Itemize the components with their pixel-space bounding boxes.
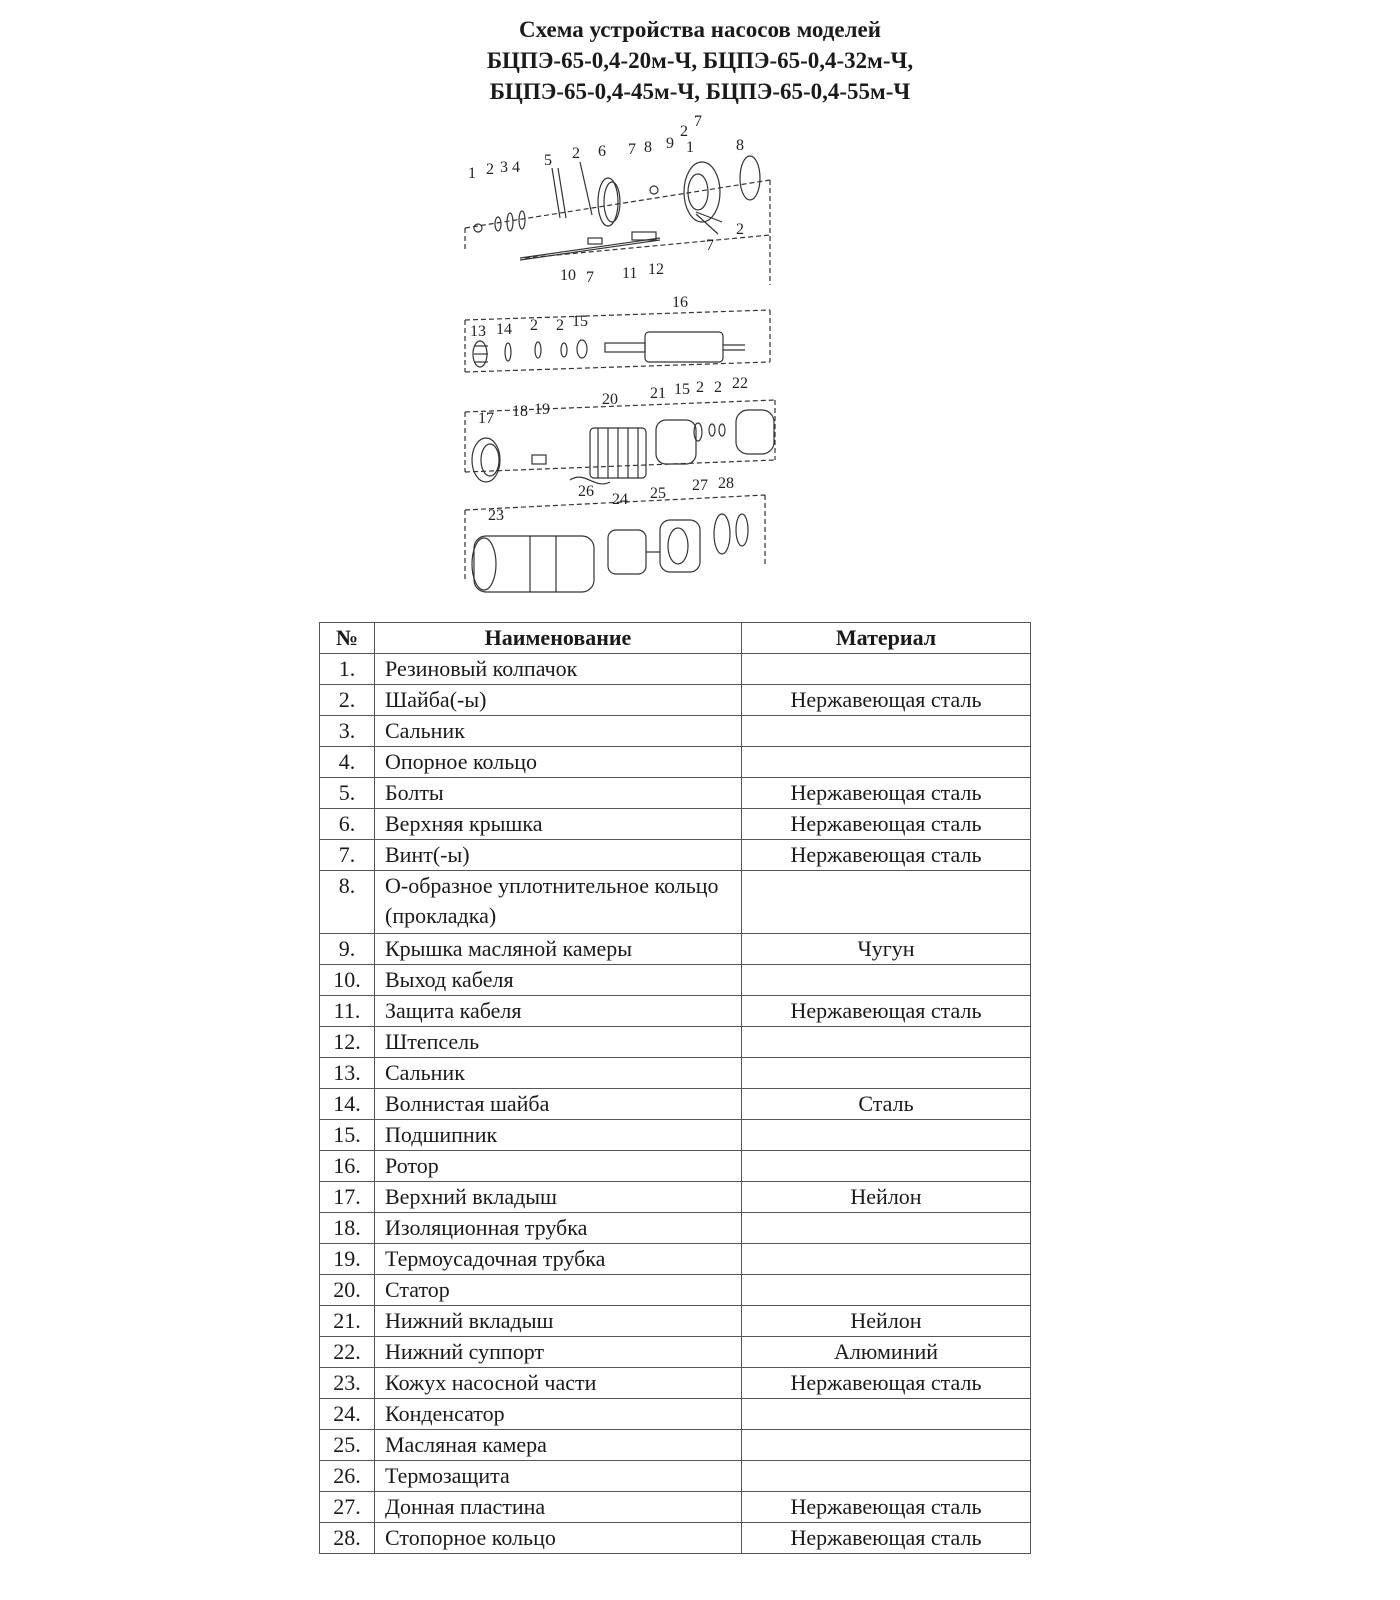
callout-label: 21 <box>650 385 666 402</box>
row-material: Нержавеющая сталь <box>742 778 1031 809</box>
callout-label: 18 <box>512 403 528 420</box>
table-row <box>320 1058 1031 1089</box>
callout-label: 17 <box>478 410 494 427</box>
table-row <box>320 1399 1031 1430</box>
row-name: Сальник <box>375 1058 742 1089</box>
row-name: Изоляционная трубка <box>375 1213 742 1244</box>
row-name: Нижний суппорт <box>375 1337 742 1368</box>
row-material: Нержавеющая сталь <box>742 685 1031 716</box>
header-number: № <box>320 623 375 654</box>
row-name: Донная пластина <box>375 1492 742 1523</box>
table-header-row <box>320 623 1031 654</box>
row-number: 11. <box>320 996 375 1027</box>
row-material <box>742 1151 1031 1182</box>
table-row <box>320 716 1031 747</box>
row-name: Ротор <box>375 1151 742 1182</box>
row-name: Резиновый колпачок <box>375 654 742 685</box>
table-row <box>320 1027 1031 1058</box>
table-row <box>320 1461 1031 1492</box>
row-name: Термозащита <box>375 1461 742 1492</box>
row-material <box>742 1430 1031 1461</box>
table-row <box>320 1182 1031 1213</box>
row-name: Стопорное кольцо <box>375 1523 742 1554</box>
callout-label: 13 <box>470 323 486 340</box>
callout-label: 2 <box>696 379 704 396</box>
row-name: Выход кабеля <box>375 965 742 996</box>
row-number: 21. <box>320 1306 375 1337</box>
table-row <box>320 654 1031 685</box>
table-row <box>320 965 1031 996</box>
header-material: Материал <box>742 623 1031 654</box>
callout-label: 2 <box>680 123 688 140</box>
row-number: 9. <box>320 934 375 965</box>
table-row <box>320 1523 1031 1554</box>
row-name: Подшипник <box>375 1120 742 1151</box>
row-name: Кожух насосной части <box>375 1368 742 1399</box>
row-material: Нейлон <box>742 1306 1031 1337</box>
row-material <box>742 965 1031 996</box>
row-material: Чугун <box>742 934 1031 965</box>
callout-label: 7 <box>694 113 702 130</box>
row-number: 27. <box>320 1492 375 1523</box>
table-row <box>320 1213 1031 1244</box>
row-name: Термоусадочная трубка <box>375 1244 742 1275</box>
row-material <box>742 1399 1031 1430</box>
exploded-pump-diagram <box>460 110 820 610</box>
callout-label: 7 <box>706 237 714 254</box>
row-number: 1. <box>320 654 375 685</box>
row-number: 20. <box>320 1275 375 1306</box>
callout-label: 16 <box>672 294 688 311</box>
row-number: 23. <box>320 1368 375 1399</box>
housing-parts-group <box>472 514 748 592</box>
row-number: 3. <box>320 716 375 747</box>
table-row <box>320 1120 1031 1151</box>
row-name: Волнистая шайба <box>375 1089 742 1120</box>
row-material <box>742 1244 1031 1275</box>
section-rotor-frame <box>465 310 770 372</box>
row-name: Масляная камера <box>375 1430 742 1461</box>
table-row <box>320 1151 1031 1182</box>
row-material <box>742 1213 1031 1244</box>
row-material <box>742 1027 1031 1058</box>
row-name: Винт(-ы) <box>375 840 742 871</box>
row-number: 28. <box>320 1523 375 1554</box>
document-title <box>0 14 1400 107</box>
diagram-svg <box>460 110 820 610</box>
row-name: Опорное кольцо <box>375 747 742 778</box>
row-material <box>742 1461 1031 1492</box>
callout-label: 3 <box>500 159 508 176</box>
title-line-3: БЦПЭ-65-0,4-45м-Ч, БЦПЭ-65-0,4-55м-Ч <box>489 79 911 104</box>
row-number: 6. <box>320 809 375 840</box>
table-row <box>320 871 1031 934</box>
callout-label: 28 <box>718 475 734 492</box>
row-material: Нержавеющая сталь <box>742 809 1031 840</box>
header-name: Наименование <box>375 623 742 654</box>
row-number: 26. <box>320 1461 375 1492</box>
row-name: Крышка масляной камеры <box>375 934 742 965</box>
callout-label: 15 <box>674 381 690 398</box>
parts-table <box>319 622 1031 1554</box>
callout-label: 8 <box>736 137 744 154</box>
callout-label: 15 <box>572 313 588 330</box>
row-name: Конденсатор <box>375 1399 742 1430</box>
callout-label: 7 <box>586 269 594 286</box>
callout-label: 26 <box>578 483 594 500</box>
table-row <box>320 1492 1031 1523</box>
row-number: 14. <box>320 1089 375 1120</box>
table-row <box>320 1244 1031 1275</box>
row-number: 15. <box>320 1120 375 1151</box>
callout-label: 14 <box>496 321 512 338</box>
row-material <box>742 1058 1031 1089</box>
callout-label: 2 <box>572 145 580 162</box>
row-number: 17. <box>320 1182 375 1213</box>
row-name: Статор <box>375 1275 742 1306</box>
callout-label: 22 <box>732 375 748 392</box>
title-line-2: БЦПЭ-65-0,4-20м-Ч, БЦПЭ-65-0,4-32м-Ч, <box>486 48 914 73</box>
callout-label: 11 <box>622 265 638 282</box>
row-material <box>742 1275 1031 1306</box>
stator-parts-group <box>472 410 774 484</box>
callout-label: 5 <box>544 152 552 169</box>
callout-label: 24 <box>612 491 628 508</box>
callout-label: 23 <box>488 507 504 524</box>
table-row <box>320 1337 1031 1368</box>
row-name: Штепсель <box>375 1027 742 1058</box>
row-material <box>742 654 1031 685</box>
row-material: Нержавеющая сталь <box>742 996 1031 1027</box>
callout-label: 10 <box>560 267 576 284</box>
row-number: 7. <box>320 840 375 871</box>
callout-label: 2 <box>736 221 744 238</box>
row-name: Верхний вкладыш <box>375 1182 742 1213</box>
row-number: 2. <box>320 685 375 716</box>
row-name: Сальник <box>375 716 742 747</box>
row-material: Нержавеющая сталь <box>742 840 1031 871</box>
callout-label: 12 <box>648 261 664 278</box>
callout-label: 4 <box>512 159 520 176</box>
row-number: 12. <box>320 1027 375 1058</box>
callout-label: 19 <box>534 401 550 418</box>
row-number: 16. <box>320 1151 375 1182</box>
row-material: Алюминий <box>742 1337 1031 1368</box>
row-material <box>742 716 1031 747</box>
row-number: 24. <box>320 1399 375 1430</box>
table-row <box>320 778 1031 809</box>
callout-label: 2 <box>530 317 538 334</box>
callout-label: 7 <box>628 141 636 158</box>
table-row <box>320 934 1031 965</box>
row-number: 8. <box>320 871 375 934</box>
row-number: 19. <box>320 1244 375 1275</box>
row-name: Нижний вкладыш <box>375 1306 742 1337</box>
row-number: 4. <box>320 747 375 778</box>
table-row <box>320 809 1031 840</box>
row-material: Нержавеющая сталь <box>742 1523 1031 1554</box>
callout-label: 25 <box>650 485 666 502</box>
row-number: 13. <box>320 1058 375 1089</box>
row-name: Верхняя крышка <box>375 809 742 840</box>
row-material: Нержавеющая сталь <box>742 1368 1031 1399</box>
row-number: 5. <box>320 778 375 809</box>
table-row <box>320 685 1031 716</box>
callout-label: 20 <box>602 391 618 408</box>
rotor-parts-group <box>473 332 745 367</box>
table-row <box>320 1430 1031 1461</box>
table-row <box>320 996 1031 1027</box>
row-material <box>742 871 1031 934</box>
row-name: О-образное уплотнительное кольцо (прокладка) <box>375 871 742 934</box>
table-row <box>320 1368 1031 1399</box>
row-name: Защита кабеля <box>375 996 742 1027</box>
row-number: 18. <box>320 1213 375 1244</box>
callout-label: 2 <box>714 379 722 396</box>
table-row <box>320 1306 1031 1337</box>
callout-label: 8 <box>644 139 652 156</box>
row-number: 22. <box>320 1337 375 1368</box>
callout-label: 9 <box>666 135 674 152</box>
table-row <box>320 1275 1031 1306</box>
row-number: 10. <box>320 965 375 996</box>
table-row <box>320 1089 1031 1120</box>
table-row <box>320 840 1031 871</box>
row-material: Сталь <box>742 1089 1031 1120</box>
row-material: Нейлон <box>742 1182 1031 1213</box>
row-number: 25. <box>320 1430 375 1461</box>
callout-label: 2 <box>556 317 564 334</box>
callout-label: 2 <box>486 161 494 178</box>
row-material: Нержавеющая сталь <box>742 1492 1031 1523</box>
table-row <box>320 747 1031 778</box>
row-material <box>742 747 1031 778</box>
row-name: Болты <box>375 778 742 809</box>
callout-label: 1 <box>468 165 476 182</box>
callout-label: 6 <box>598 143 606 160</box>
row-name: Шайба(-ы) <box>375 685 742 716</box>
row-material <box>742 1120 1031 1151</box>
title-line-1: Схема устройства насосов моделей <box>519 17 881 42</box>
callout-label: 1 <box>686 139 694 156</box>
callout-label: 27 <box>692 477 708 494</box>
